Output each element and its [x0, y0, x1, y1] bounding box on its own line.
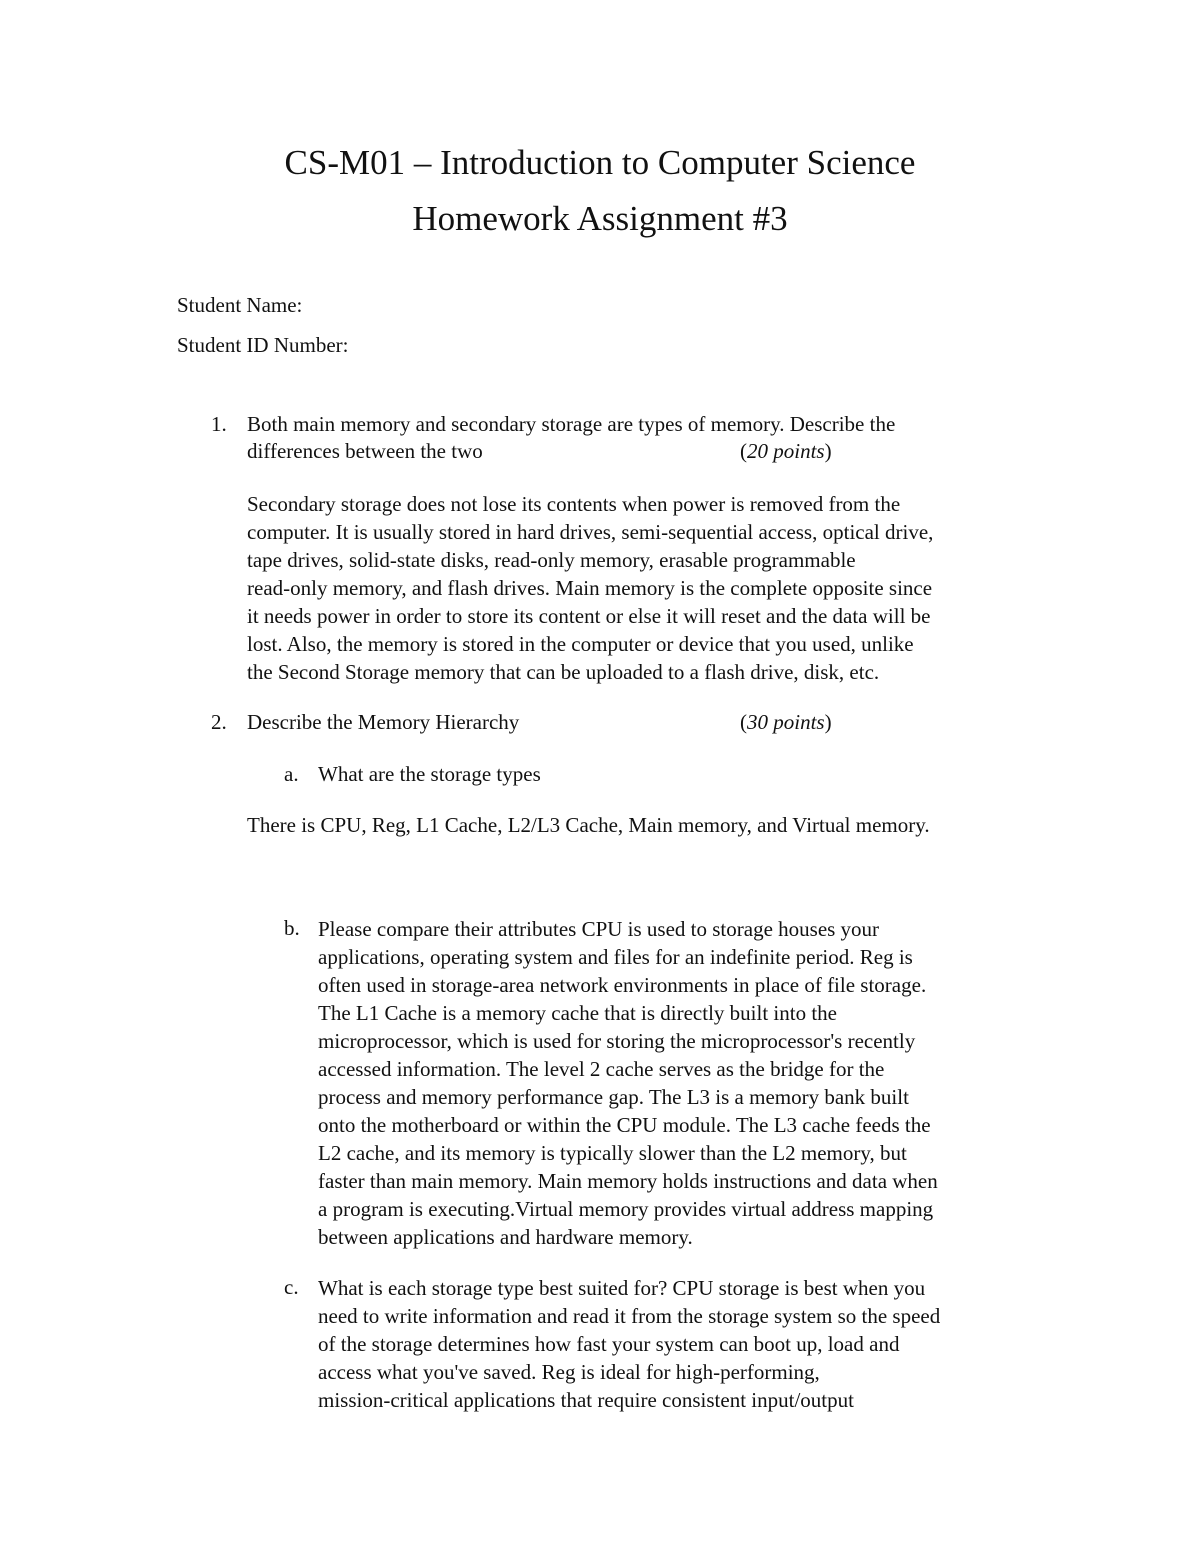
student-id-label: Student ID Number:	[177, 333, 349, 357]
subpart-line: The L1 Cache is a memory cache that is directly built into the	[318, 1001, 838, 1025]
subpart-line: What is each storage type best suited for? CPU storage is best when you	[318, 1276, 926, 1300]
answer-line: the Second Storage memory that can be uploaded to a flash drive, disk, etc.	[247, 660, 880, 684]
answer-line: computer. It is usually stored in hard drives, semi-sequential access, optical drive,	[247, 520, 934, 544]
subpart-line: between applications and hardware memory.	[318, 1225, 693, 1249]
subpart-a-text: What are the storage types	[318, 762, 541, 786]
student-name-label: Student Name:	[177, 293, 303, 317]
subpart-b-letter: b.	[284, 916, 300, 940]
question-2-prompt: Describe the Memory Hierarchy	[247, 710, 520, 734]
answer-line: Secondary storage does not lose its contents when power is removed from the	[247, 492, 901, 516]
answer-line: read-only memory, and flash drives. Main memory is the complete opposite since	[247, 576, 933, 600]
answer-line: lost. Also, the memory is stored in the computer or device that you used, unlike	[247, 632, 914, 656]
subpart-c-letter: c.	[284, 1275, 299, 1299]
subpart-line: microprocessor, which is used for storing the microprocessor's recently	[318, 1029, 916, 1053]
question-1-prompt-line: differences between the two	[247, 439, 483, 463]
subpart-a-answer: There is CPU, Reg, L1 Cache, L2/L3 Cache, Main memory, and Virtual memory.	[247, 813, 930, 837]
question-1-points: (20 points)	[740, 439, 832, 463]
question-1-number: 1.	[211, 412, 227, 436]
question-1-answer	[247, 490, 933, 686]
subpart-line: need to write information and read it from the storage system so the speed	[318, 1304, 941, 1328]
answer-line: it needs power in order to store its content or else it will reset and the data will be	[247, 604, 931, 628]
subpart-line: mission-critical applications that require consistent input/output	[318, 1388, 854, 1412]
answer-line: tape drives, solid-state disks, read-only memory, erasable programmable	[247, 548, 856, 572]
question-2-points: (30 points)	[740, 710, 832, 734]
subpart-line: onto the motherboard or within the CPU module. The L3 cache feeds the	[318, 1113, 931, 1137]
subpart-line: process and memory performance gap. The L3 is a memory bank built	[318, 1085, 909, 1109]
question-1-prompt-line: Both main memory and secondary storage are types of memory. Describe the	[247, 412, 896, 436]
subpart-line: of the storage determines how fast your system can boot up, load and	[318, 1332, 900, 1356]
subpart-line: applications, operating system and files for an indefinite period. Reg is	[318, 945, 913, 969]
subpart-c-text	[318, 1274, 940, 1414]
assignment-title: Homework Assignment #3	[412, 199, 788, 238]
subpart-line: often used in storage-area network environments in place of file storage.	[318, 973, 927, 997]
subpart-line: a program is executing.Virtual memory provides virtual address mapping	[318, 1197, 934, 1221]
subpart-a-letter: a.	[284, 762, 299, 786]
subpart-line: access what you've saved. Reg is ideal for high-performing,	[318, 1360, 820, 1384]
subpart-b-text	[318, 915, 938, 1251]
subpart-line: accessed information. The level 2 cache serves as the bridge for the	[318, 1057, 885, 1081]
subpart-line: L2 cache, and its memory is typically slower than the L2 memory, but	[318, 1141, 907, 1165]
subpart-line: faster than main memory. Main memory holds instructions and data when	[318, 1169, 938, 1193]
course-title: CS-M01 – Introduction to Computer Science	[284, 143, 916, 182]
subpart-line: Please compare their attributes CPU is used to storage houses your	[318, 917, 880, 941]
question-2-number: 2.	[211, 710, 227, 734]
